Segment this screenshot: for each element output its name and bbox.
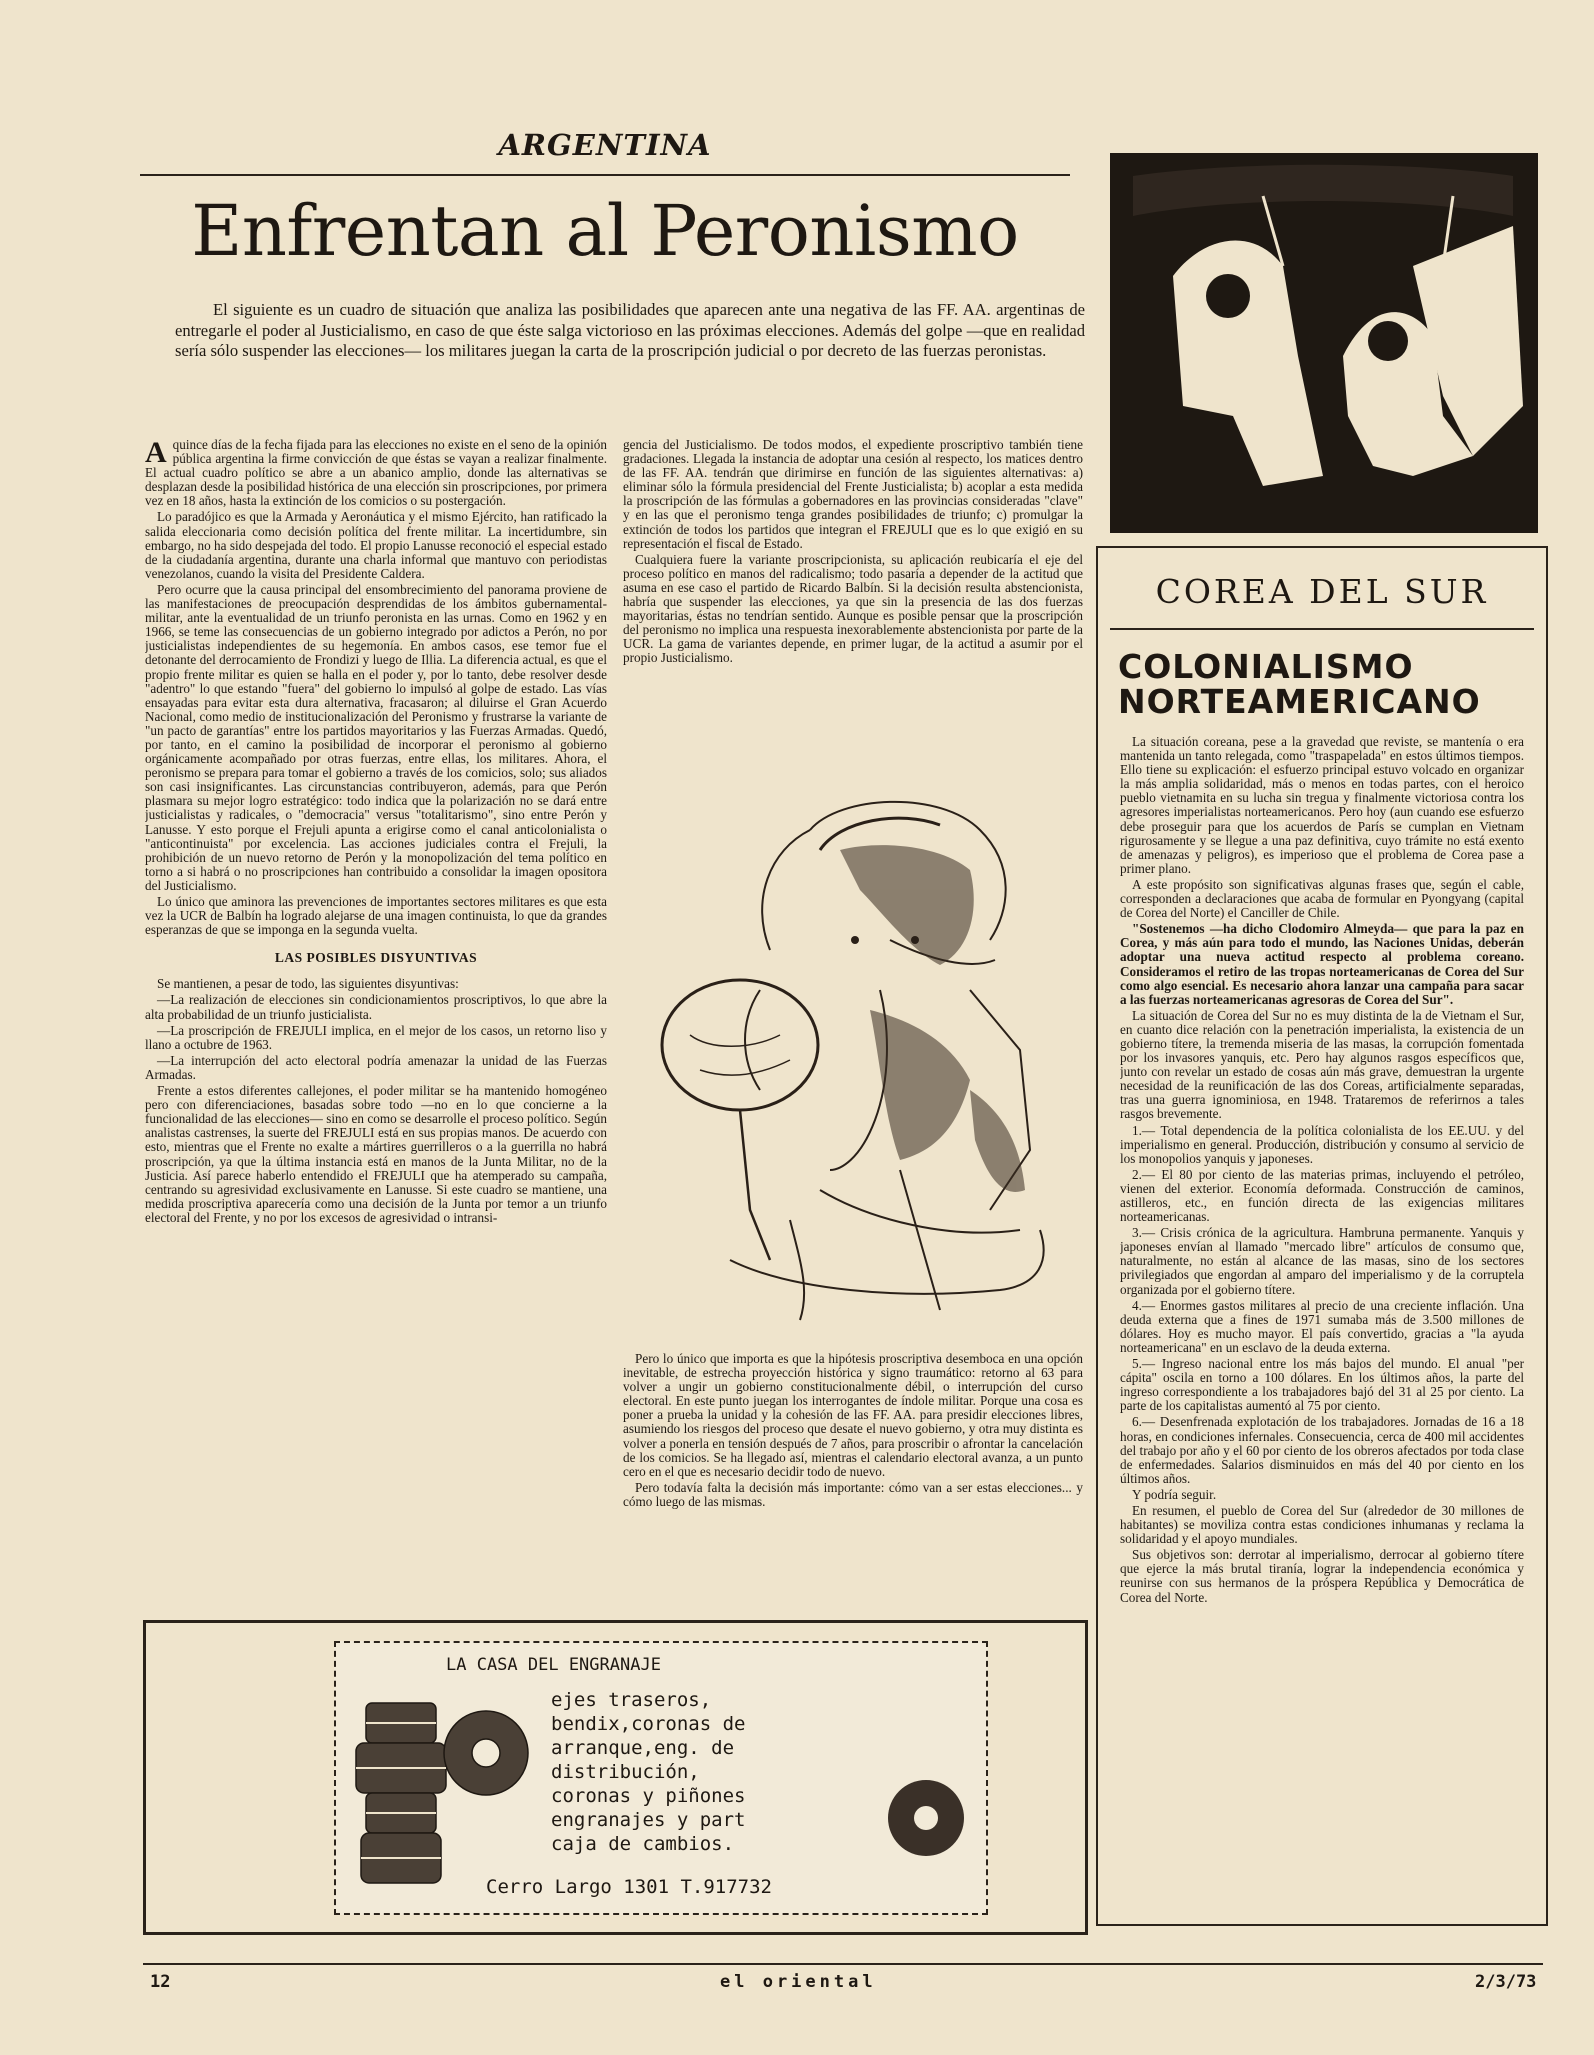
- ad-panel: [334, 1641, 988, 1915]
- article-column-2-bottom: [623, 1352, 1083, 1632]
- article-paragraph: Pero lo único que importa es que la hipótesis proscriptiva desemboca en una opción inevitable, de estrecha proyección histórica y signo traumático: retorno al 63 para volver a ungir un gobierno constitucionalmente débil, o interrupción del curso electoral. En este punto juegan los interrogantes de índole militar. Porque una cosa es poner a prueba la unidad y la cohesión de las FF. AA. para presidir elecciones libres, asumiendo los riesgos del proceso que desate el nuevo gobierno, y otra muy distinta es volver a ponerla en tensión después de 7 años, para proscribir o afrontar la cancelación de los comicios. Se ha llegado así, mientras el calendario electoral avanza, a un punto cero en el que es necesario decidir todo de nuevo.: [623, 1352, 1083, 1479]
- ad-line: bendix,coronas de: [551, 1713, 746, 1735]
- footer-rule: [143, 1963, 1543, 1965]
- corea-paragraph: En resumen, el pueblo de Corea del Sur (alrededor de 30 millones de habitantes) se moviliza contra estas condiciones inhumanas y reclama la solidaridad y el apoyo mundiales.: [1120, 1502, 1524, 1547]
- caricature-illustration: [640, 790, 1070, 1330]
- corea-paragraph: Sus objetivos son: derrotar al imperialismo, derrocar al gobierno títere que ejerce la más brutal tiranía, lograr la independencia económica y reunirse con sus hermanos de la próspera República y Democrática de Corea del Norte.: [1120, 1547, 1524, 1605]
- article-paragraph: Cualquiera fuere la variante proscripcionista, su aplicación reubicaría el eje del proceso político en manos del radicalismo; todo pasaría a depender de la actitud que asuma en ese caso el partido de Ricardo Balbín. Si la decisión resulta abstencionista, habría que suspender las elecciones, ya que sin la presencia de las dos fuerzas mayoritarias, éstas no tendrían sentido. Aunque es posible pensar que la proscripción del peronismo no implica una respuesta inexorablemente abstencionista por parte de la UCR. La gama de variantes depende, en primer lugar, de la actitud a asumir por el propio Justicialismo.: [623, 551, 1083, 666]
- corea-list-item: 5.— Ingreso nacional entre los más bajos del mundo. El anual "per cápita" oscila en torno a 100 dólares. En los últimos años, la parte del ingreso correspondiente a los trabajadores bajó del 31 al 25 por ciento. La parte de los capitalistas aumentó al 75 por ciento.: [1120, 1356, 1524, 1414]
- corea-rule: [1110, 628, 1534, 630]
- ad-line: engranajes y part: [551, 1809, 746, 1831]
- article-column-2-top: [623, 438, 1083, 788]
- ad-address: Cerro Largo 1301 T.917732: [486, 1876, 772, 1898]
- article-paragraph: Lo único que aminora las prevenciones de importantes sectores militares es que esta vez la UCR de Balbín ha logrado alejarse de una imagen continuista, lo que da grandes esperanzas de que se imponga en la segunda vuelta.: [145, 894, 607, 938]
- corea-paragraph: La situación de Corea del Sur no es muy distinta de la de Vietnam el Sur, en cuanto dice relación con la penetración imperialista, la existencia de un gobierno títere, la tremenda miseria de las masas, la corrupción fomentada por los invasores yanquis, etc. Pero hay algunos rasgos específicos que, junto con revelar un estado de cosas aún más grave, demuestran la urgente necesidad de la reunificación de las dos Coreas, artificialmente separadas, tras una guerra ignominiosa, en 1948. Trataremos de referirnos a tales rasgos brevemente.: [1120, 1007, 1524, 1122]
- article-paragraph: Aquince días de la fecha fijada para las elecciones no existe en el seno de la opinión pública argentina la firme convicción de que éstas se vayan a realizar finalmente. El actual cuadro político se abre a un abanico amplio, donde las alternativas se desplazan desde la posibilidad histórica de una elección sin proscripciones, por primera vez en 18 años, hasta la extinción de los comicios o su postergación.: [145, 438, 607, 509]
- newspaper-name: el oriental: [720, 1972, 877, 1992]
- corea-list-item: 6.— Desenfrenada explotación de los trabajadores. Jornadas de 16 a 18 horas, en condiciones infernales. Consecuencia, cerca de 400 mil accidentes del trabajo por año y el 60 por ciento de los obreros afectados por toda clase de enfermedades. Salarios disminuidos en más del 40 por ciento en los últimos años.: [1120, 1414, 1524, 1486]
- list-item: —La interrupción del acto electoral podría amenazar la unidad de las Fuerzas Armadas.: [145, 1052, 607, 1082]
- corea-list-item: 1.— Total dependencia de la política colonialista de los EE.UU. y del imperialismo en general. Producción, distribución y consumo al servicio de los monopolios yanquis y japoneses.: [1120, 1122, 1524, 1166]
- headline: Enfrentan al Peronismo: [191, 190, 1019, 272]
- gear-icon: [881, 1773, 971, 1863]
- article-paragraph: gencia del Justicialismo. De todos modos, el expediente proscriptivo también tiene gradaciones. Llegada la instancia de adoptar una cesión al respecto, los matices dentro de las FF. AA. tendrán que dirimirse en función de las siguientes alternativas: a) eliminar sólo la fórmula presidencial del Frente Justicialista; b) acoplar a esta medida la proscripción de las fórmulas a gobernadores en las provincias consideradas "clave" y en las que el peronismo tenga grandes posibilidades de triunfo; c) promulgar la extinción de todos los partidos que integran el FREJULI que es lo que exigió en su representación el fiscal de Estado.: [623, 438, 1083, 551]
- list-item: —La proscripción de FREJULI implica, en el mejor de los casos, un retorno liso y llano a octubre de 1963.: [145, 1022, 607, 1052]
- corea-paragraph: Y podría seguir.: [1132, 1486, 1217, 1502]
- advertisement-box: [143, 1620, 1088, 1935]
- page-number: 12: [150, 1972, 171, 1992]
- section-label: ARGENTINA: [498, 128, 712, 162]
- ad-line: ejes traseros,: [551, 1689, 712, 1711]
- corea-body: [1120, 735, 1524, 1915]
- subhead: LAS POSIBLES DISYUNTIVAS: [274, 950, 478, 966]
- photo-soldiers: [1110, 153, 1538, 533]
- article-paragraph: Se mantienen, a pesar de todo, las siguientes disyuntivas:: [157, 976, 459, 992]
- article-paragraph: Pero todavía falta la decisión más importante: cómo van a ser estas elecciones... y cómo luego de las mismas.: [623, 1479, 1083, 1509]
- corea-title-line-1: COLONIALISMO: [1118, 647, 1414, 686]
- corea-title-line-2: NORTEAMERICANO: [1118, 682, 1481, 721]
- article-paragraph: Frente a estos diferentes callejones, el poder militar se ha mantenido homogéneo pero con diferenciaciones, basadas sobre todo —no en lo que concierne a la funcionalidad de las elecciones— sino en como se desarrolle el proceso político. Según analistas castrenses, la suerte del FREJULI está en sus propias manos. De acuerdo con esto, mientras que el Frente no exalte a mártires guerrilleros o a la guerrilla no habrá proscripción, ya que la última instancia está en manos de la Junta Militar, no de la Justicia. Así parece haberlo entendido el FREJULI que ha atemperado su campaña, centrando su agresividad exclusivamente en Lanusse. Si este cuadro se mantiene, una medida proscriptiva aparecería como una decisión de la Junta por temor a un triunfo electoral del Frente, y no por los excesos de agresividad o intransi-: [145, 1083, 607, 1225]
- corea-kicker: COREA DEL SUR: [1155, 572, 1489, 611]
- corea-list-item: 4.— Enormes gastos militares al precio de una creciente inflación. Una deuda externa que a fines de 1971 sumaba más de 3.500 millones de dólares. Hoy es mucho mayor. El país convertido, gracias a "la ayuda norteamericana" en un esclavo de la deuda externa.: [1120, 1297, 1524, 1355]
- ad-line: coronas y piñones: [551, 1785, 746, 1807]
- ad-line: arranque,eng. de: [551, 1737, 735, 1759]
- corea-list-item: 2.— El 80 por ciento de las materias primas, incluyendo el petróleo, vienen del exterior. Economía deformada. Construcción de caminos, astilleros, etc., en función directa de las exigencias militares norteamericanas.: [1120, 1166, 1524, 1225]
- article-paragraph: Lo paradójico es que la Armada y Aeronáutica y el mismo Ejército, han ratificado la salida eleccionaria como decisión política del frente militar. La incertidumbre, sin embargo, no ha sido despejada del todo. El propio Lanusse reconoció el especial estado de la ciudadanía argentina, durante una charla informal que mantuvo con periodistas venezolanos, cuando la visita del Presidente Caldera.: [145, 509, 607, 581]
- drop-cap: A: [145, 438, 167, 469]
- ad-line: distribución,: [551, 1761, 700, 1783]
- article-paragraph: Pero ocurre que la causa principal del ensombrecimiento del panorama proviene de las manifestaciones de preocupación desprendidas de los ámbitos gubernamental-militar, ante la eventualidad de un triunfo peronista en las urnas. Como en 1962 y en 1966, se teme las consecuencias de un gobierno integrado por adictos a Perón, no por justicialistas independientes de su hegemonía. En ambos casos, ese temor fue el detonante del derrocamiento de Frondizi y luego de Illia. La diferencia actual, es que el propio frente militar es quien se halla en el poder y, por lo tanto, debe resolver desde "adentro" lo que estando "fuera" del gobierno lo impulsó al golpe de estado. Las vías ensayadas para evitar esta dura alternativa, fracasaron; al diluirse el Gran Acuerdo Nacional, como medio de institucionalización del Peronismo y frustrarse la variante de "un pacto de garantías" entre los partidos mayoritarios y las Fuerzas Armadas. Quedó, por tanto, en el camino la posibilidad de incorporar el peronismo al gobierno orgánicamente acompañado por otras fuerzas, entre ellas, los militares. Ahora, el peronismo se prepara para tomar el gobierno a través de los comicios, solo; sus aliados son casi insignificantes. Las circunstancias contribuyeron, además, para que Perón plasmara su mejor logro estratégico: todo indica que la polarización no se dará entre justicialistas y radicales, o "democracia" versus "totalitarismo", sino entre Perón y Lanusse. Y esto porque el Frejuli apunta a erigirse como el canal anticolonialista o "anticontinuista" por excelencia. Las acciones judiciales contra el Frejuli, la prohibición de un nuevo retorno de Perón y la monopolización del tema político en torno a si habrá o no proscripciones han contribuido a consolidar la imagen opositora del Justicialismo.: [145, 581, 607, 893]
- section-rule: [140, 174, 1070, 176]
- corea-list-item: 3.— Crisis crónica de la agricultura. Hambruna permanente. Yanquis y japoneses envían al llamado "mercado libre" artículos de consumo que, naturalmente, no están al alcance de las masas, sino de los sectores privilegiados que engordan al amparo del imperialismo y de la corruptela organizada por el gobierno títere.: [1120, 1225, 1524, 1297]
- corea-sidebar: [1096, 546, 1548, 1926]
- ad-line: caja de cambios.: [551, 1833, 735, 1855]
- corea-quote: "Sostenemos —ha dicho Clodomiro Almeyda— que para la paz en Corea, y más aún para todo el mundo, las Naciones Unidas, deberán adoptar una nueva actitud respecto al problema coreano. Consideramos el retiro de las tropas norteamericanas de Corea del Sur como algo esencial. Es necesario ahora lanzar una campaña para sacar a las fuerzas norteamericanas agresoras de Corea del Sur".: [1120, 921, 1524, 1007]
- issue-date: 2/3/73: [1475, 1972, 1537, 1992]
- corea-paragraph: La situación coreana, pese a la gravedad que reviste, se mantenía o era mantenida un tanto relegada, como "traspapelada" en estos últimos tiempos. Ello tiene su explicación: el esfuerzo principal estuvo volcado en organizar la más amplia solidaridad, más o menos en todas partes, con el heroico pueblo vietnamita en su lucha sin tregua y finalmente victoriosa contra los agresores imperialistas norteamericanos. Pero hoy (aun cuando ese esfuerzo debe proseguir para que los acuerdos de París se cumplan en Vietnam rigurosamente y se llegue a una paz definitiva, cuyo trámite no está exento de amenazas y peligros), es imperioso que el problema de Corea pase a primer plano.: [1120, 735, 1524, 876]
- lede: El siguiente es un cuadro de situación que analiza las posibilidades que aparecen ante una negativa de las FF. AA. argentinas de entregarle el poder al Justicialismo, en caso de que éste salga victorioso en las próximas elecciones. Además del golpe —que en realidad sería sólo suspender las elecciones— los militares juegan la carta de la proscripción judicial o por decreto de las fuerzas peronistas.: [175, 300, 1085, 360]
- article-column-1: [145, 438, 607, 1660]
- list-item: —La realización de elecciones sin condicionamientos proscriptivos, lo que abre la alta probabilidad de un triunfo justicialista.: [145, 992, 607, 1022]
- corea-paragraph: A este propósito son significativas algunas frases que, según el cable, corresponden a declaraciones que acaba de formular en Pyongyang (capital de Corea del Norte) el Canciller de Chile.: [1120, 876, 1524, 921]
- ad-title: LA CASA DEL ENGRANAJE: [446, 1655, 661, 1675]
